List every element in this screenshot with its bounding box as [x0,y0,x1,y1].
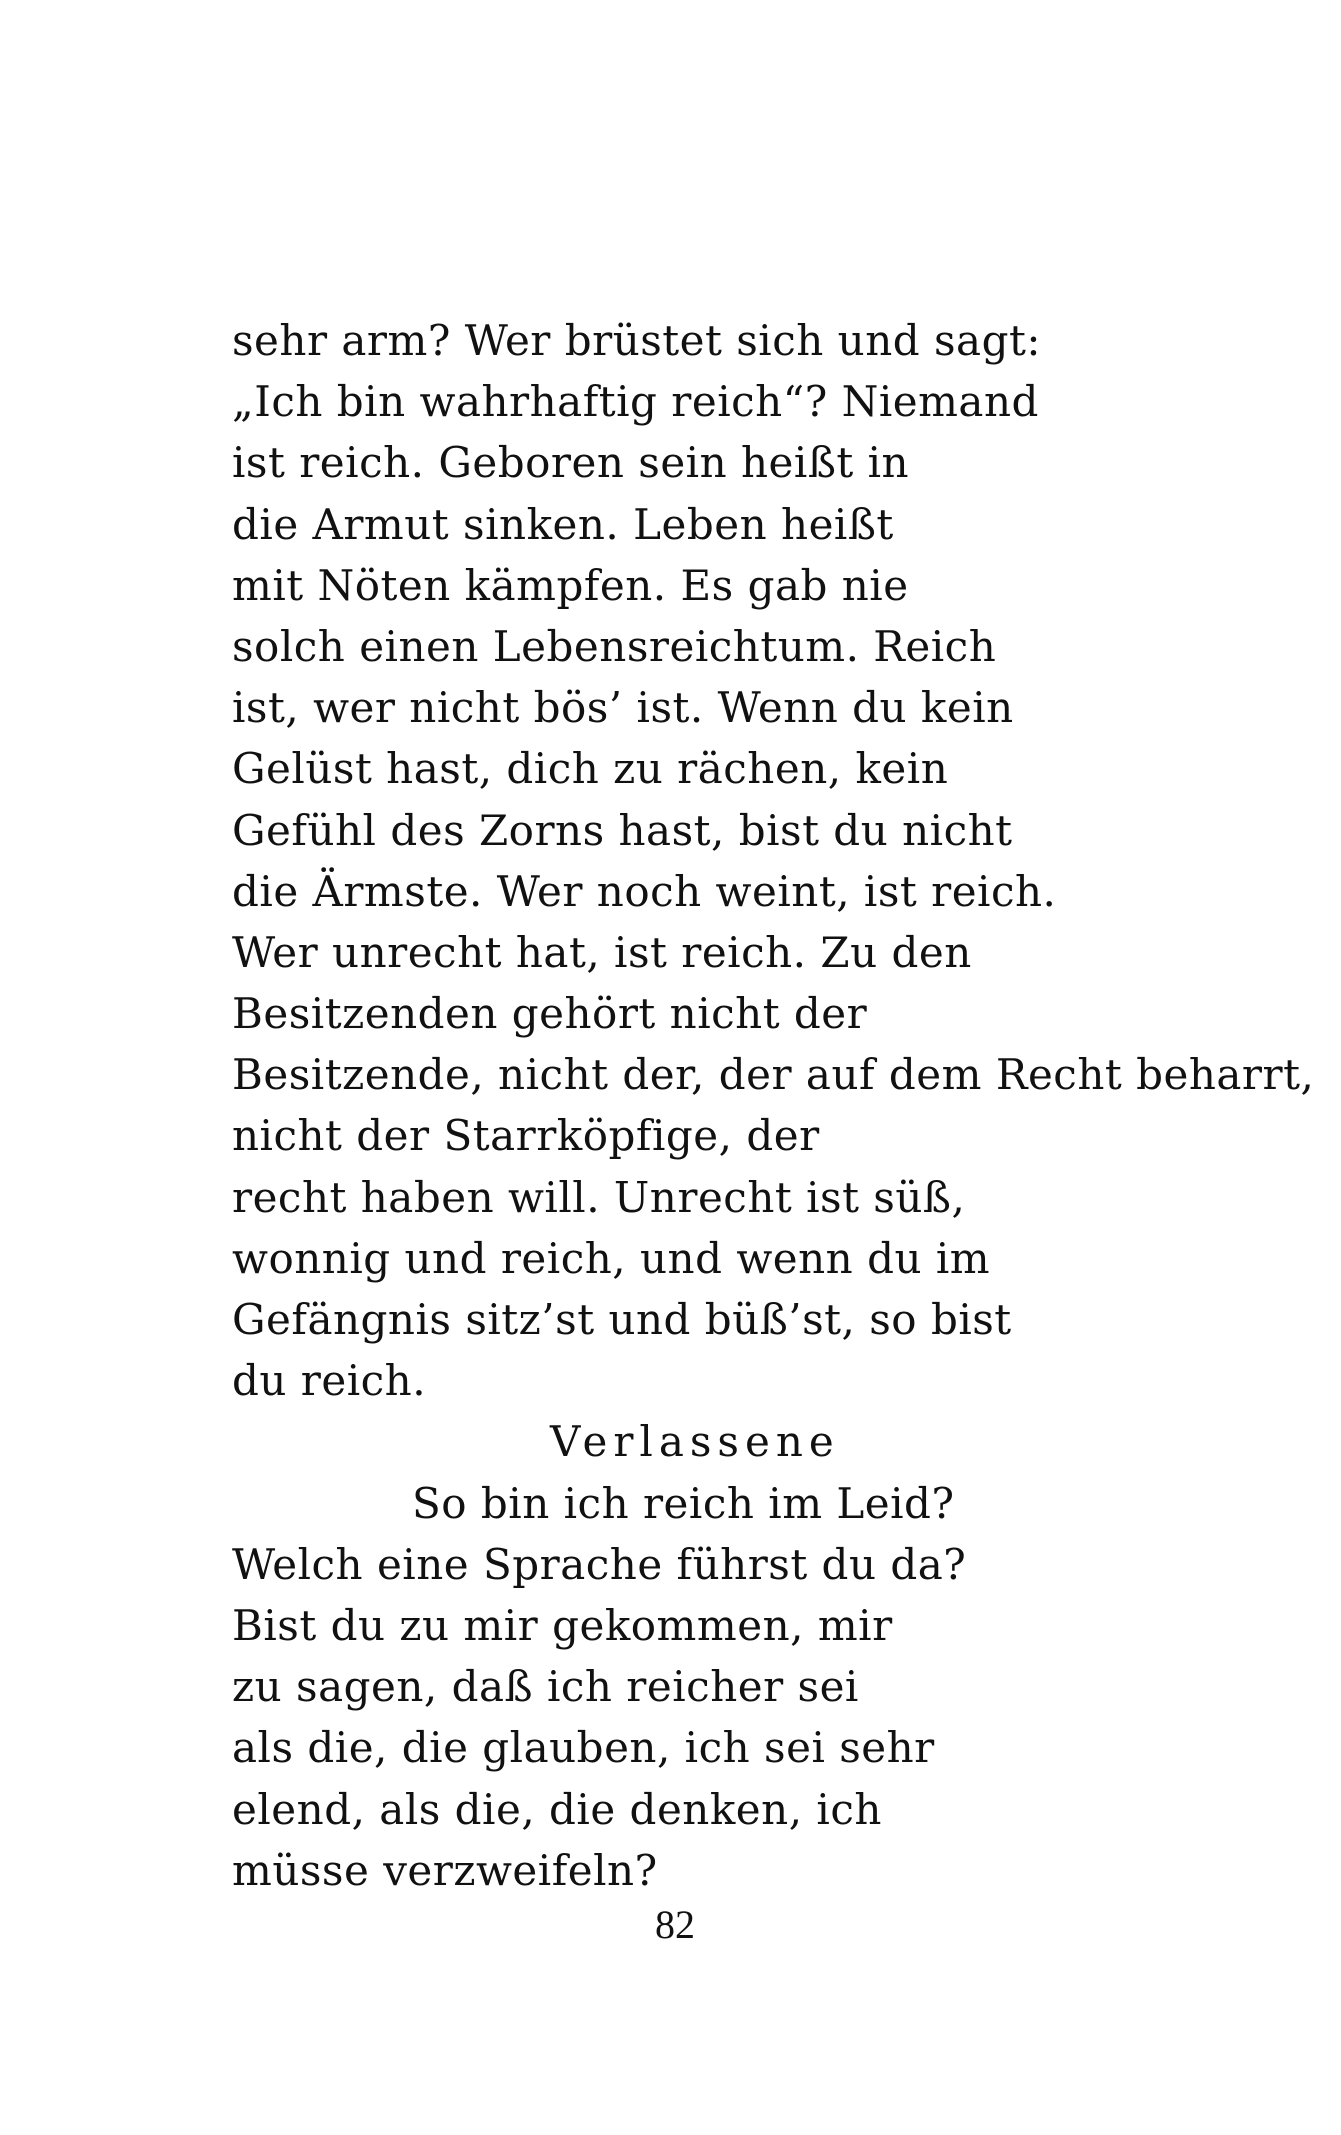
text-line: die Armut sinken. Leben heißt [232,499,894,549]
text-line: Gelüst hast, dich zu rächen, kein [232,744,949,794]
text-line: als die, die glauben, ich sei sehr [232,1723,935,1773]
text-line: Bist du zu mir gekommen, mir [232,1600,893,1650]
text-line: die Ärmste. Wer noch weint, ist reich. [232,866,1057,916]
page-number: 82 [655,1902,695,1947]
text-line: Wer unrecht hat, ist reich. Zu den [232,927,972,977]
text-line: Besitzende, nicht der, der auf dem Recht beharrt, [232,1050,1315,1100]
text-line: Besitzenden gehört nicht der [232,989,868,1039]
text-line: du reich. [232,1356,427,1406]
text-line: sehr arm? Wer brüstet sich und sagt: [232,316,1042,365]
text-line: Gefühl des Zorns hast, bist du nicht [232,805,1013,855]
text-line: „Ich bin wahrhaftig reich“? Niemand [232,377,1039,427]
text-line: nicht der Starrköpfige, der [232,1111,820,1161]
text-line: Welch eine Sprache führst du da? [232,1539,967,1589]
text-line: ist, wer nicht bös’ ist. Wenn du kein [232,683,1014,733]
text-line: ist reich. Geboren sein heißt in [232,438,910,488]
body-text [232,310,1315,1901]
text-line: Gefängnis sitz’st und büß’st, so bist [232,1295,1012,1344]
section-heading: Verlassene [550,1417,840,1467]
text-line: elend, als die, die denken, ich [232,1784,882,1834]
text-line: So bin ich reich im Leid? [412,1478,955,1528]
text-line: recht haben will. Unrecht ist süß, [232,1172,966,1222]
text-line: solch einen Lebensreichtum. Reich [232,621,997,671]
text-line: müsse verzweifeln? [232,1845,658,1895]
text-line: zu sagen, daß ich reicher sei [232,1662,859,1712]
text-line: wonnig und reich, und wenn du im [232,1233,991,1283]
text-line: mit Nöten kämpfen. Es gab nie [232,560,909,610]
